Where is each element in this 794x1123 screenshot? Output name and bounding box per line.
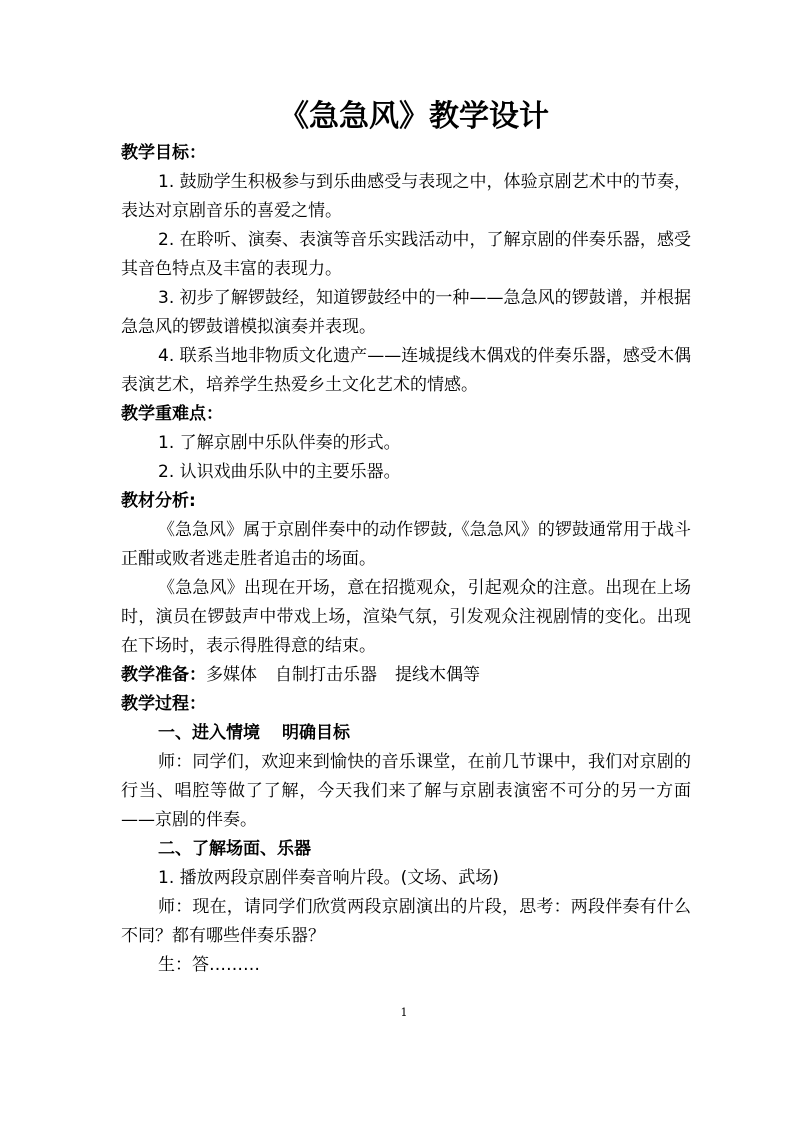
key-point-item: 1. 了解京剧中乐队伴奏的形式。 <box>158 433 401 453</box>
document-body <box>121 139 691 980</box>
section-1-number: 一、 <box>158 723 192 743</box>
key-points-heading: 教学重难点： <box>121 404 223 424</box>
goal-item: 4. 联系当地非物质文化遗产——连城提线木偶戏的伴奏乐器，感受木偶表演艺术，培养学生热爱乡土文化艺术的情感。 <box>121 346 691 395</box>
analysis-heading: 教材分析: <box>121 491 196 511</box>
section-2-step-1: 1. 播放两段京剧伴奏音响片段。(文场、武场) <box>158 868 499 888</box>
preparation-item: 多媒体 <box>206 665 257 685</box>
process-heading: 教学过程： <box>121 694 206 714</box>
page-number: 1 <box>400 1006 408 1019</box>
goals-heading: 教学目标： <box>121 143 206 163</box>
document-title: 《急急风》教学设计 <box>279 99 549 134</box>
goal-item: 2. 在聆听、演奏、表演等音乐实践活动中，了解京剧的伴奏乐器，感受其音色特点及丰富的表现力。 <box>121 230 691 279</box>
section-1-title-a: 进入情境 <box>192 723 260 743</box>
section-2-title: 二、了解场面、乐器 <box>158 839 311 859</box>
section-1-title <box>121 719 691 748</box>
preparation-item: 自制打击乐器 <box>275 665 377 685</box>
goal-item: 1. 鼓励学生积极参与到乐曲感受与表现之中，体验京剧艺术中的节奏，表达对京剧音乐的喜爱之情。 <box>121 172 691 221</box>
preparation-line <box>121 661 691 690</box>
section-2-teacher: 师：现在，请同学们欣赏两段京剧演出的片段，思考：两段伴奏有什么不同？都有哪些伴奏乐器？ <box>121 897 691 946</box>
analysis-paragraph: 《急急风》出现在开场，意在招揽观众，引起观众的注意。出现在上场时，演员在锣鼓声中带戏上场，渲染气氛，引发观众注视剧情的变化。出现在下场时，表示得胜得意的结束。 <box>121 578 691 656</box>
section-2-student: 生：答……… <box>158 955 260 975</box>
goal-item: 3. 初步了解锣鼓经，知道锣鼓经中的一种——急急风的锣鼓谱，并根据急急风的锣鼓谱模拟演奏并表现。 <box>121 288 691 337</box>
section-1-title-b: 明确目标 <box>282 723 350 743</box>
analysis-paragraph: 《急急风》属于京剧伴奏中的动作锣鼓,《急急风》的锣鼓通常用于战斗正酣或败者逃走胜者追击的场面。 <box>121 520 691 569</box>
section-1-paragraph: 师：同学们，欢迎来到愉快的音乐课堂，在前几节课中，我们对京剧的行当、唱腔等做了了解，今天我们来了解与京剧表演密不可分的另一方面——京剧的伴奏。 <box>121 752 691 830</box>
preparation-item: 提线木偶等 <box>395 665 480 685</box>
preparation-label: 教学准备： <box>121 665 206 685</box>
key-point-item: 2. 认识戏曲乐队中的主要乐器。 <box>158 462 401 482</box>
